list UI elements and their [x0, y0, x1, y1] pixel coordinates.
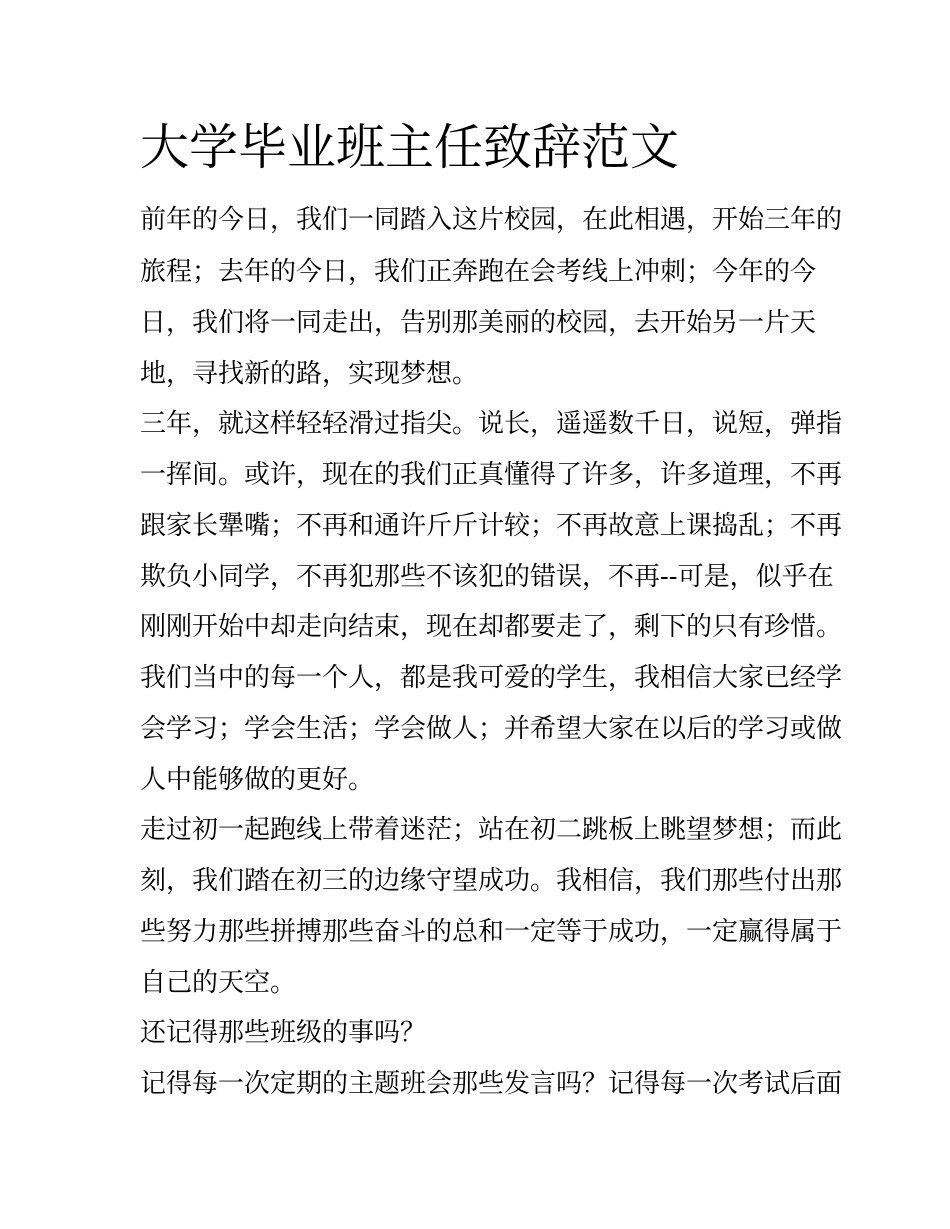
- body-line: 刚刚开始中却走向结束，现在却都要走了，剩下的只有珍惜。: [140, 612, 843, 642]
- body-line: 跟家长犟嘴；不再和通许斤斤计较；不再故意上课捣乱；不再: [140, 511, 843, 541]
- body-line: 欺负小同学，不再犯那些不该犯的错误，不再--可是，似乎在: [140, 562, 834, 592]
- body-line: 会学习；学会生活；学会做人；并希望大家在以后的学习或做: [140, 714, 843, 744]
- document-title: 大学毕业班主任致辞范文: [140, 119, 680, 176]
- body-line: 日，我们将一同走出，告别那美丽的校园，去开始另一片天: [140, 308, 817, 338]
- body-line: 刻，我们踏在初三的边缘守望成功。我相信，我们那些付出那: [140, 866, 843, 896]
- body-line: 三年，就这样轻轻滑过指尖。说长，遥遥数千日，说短，弹指: [140, 409, 843, 439]
- body-line: 一挥间。或许，现在的我们正真懂得了许多，许多道理，不再: [140, 460, 843, 490]
- body-line: 些努力那些拼搏那些奋斗的总和一定等于成功，一定赢得属于: [140, 917, 843, 947]
- body-line: 走过初一起跑线上带着迷茫；站在初二跳板上眺望梦想；而此: [140, 815, 843, 845]
- body-line: 人中能够做的更好。: [140, 765, 375, 795]
- body-line: 自己的天空。: [140, 968, 297, 998]
- body-line: 地，寻找新的路，实现梦想。: [140, 359, 479, 389]
- body-line: 旅程；去年的今日，我们正奔跑在会考线上冲刺；今年的今: [140, 257, 817, 287]
- body-line: 前年的今日，我们一同踏入这片校园，在此相遇，开始三年的: [140, 205, 843, 235]
- body-line: 我们当中的每一个人，都是我可爱的学生，我相信大家已经学: [140, 663, 843, 693]
- body-line: 记得每一次定期的主题班会那些发言吗？记得每一次考试后面: [140, 1069, 843, 1099]
- body-line: 还记得那些班级的事吗？: [140, 1018, 427, 1048]
